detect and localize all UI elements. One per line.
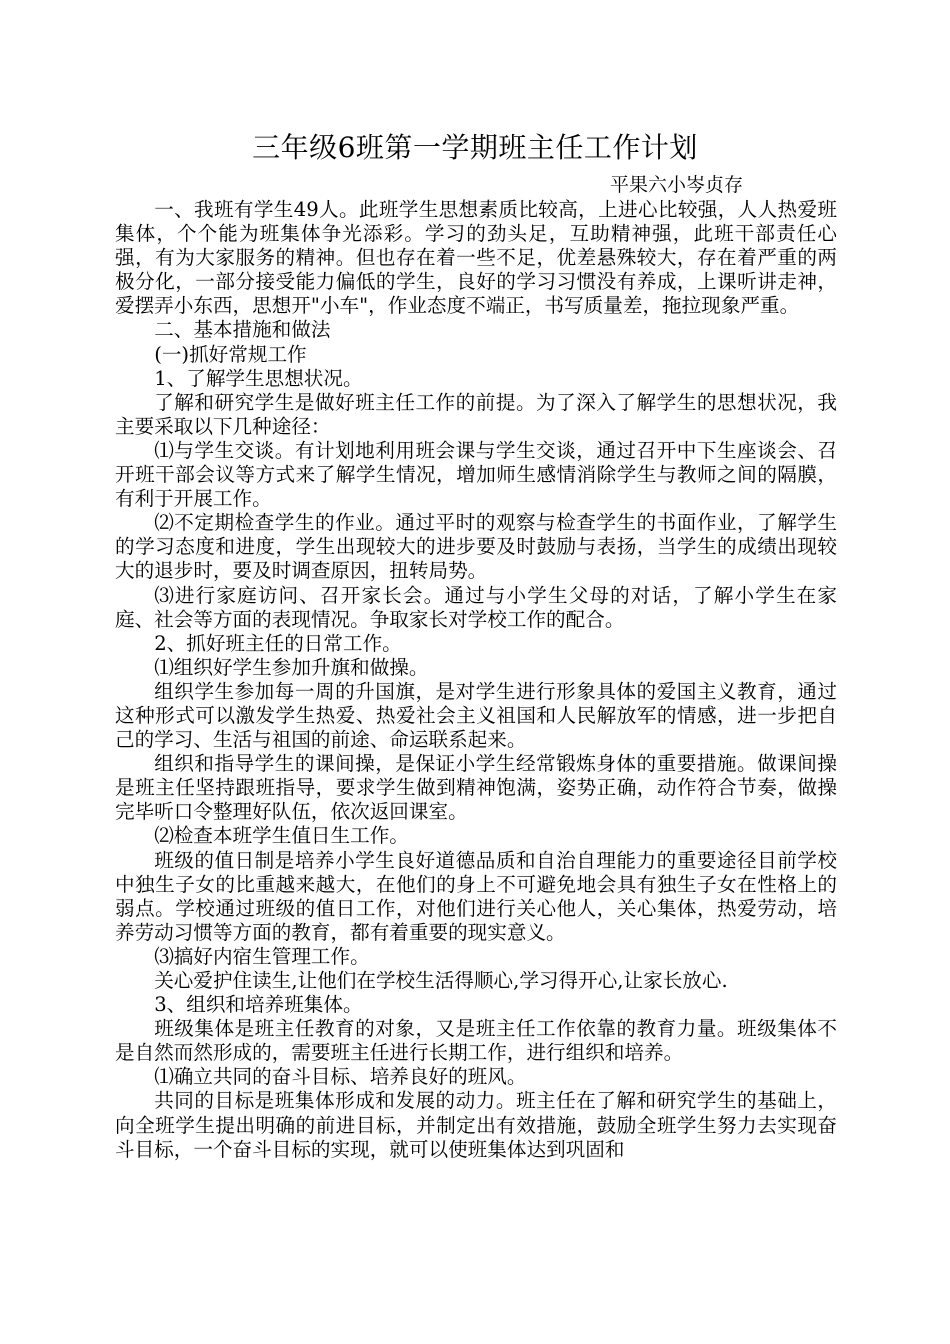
paragraph: ⑵检查本班学生值日生工作。 [154, 824, 409, 848]
paragraph: 关心爱护住读生,让他们在学校生活得顺心,学习得开心,让家长放心. [154, 969, 728, 992]
paragraph: 班级集体是班主任教育的对象，又是班主任工作依靠的教育力量。班级集体不是自然而然形成的，需要班主任进行长期工作，进行组织和培养。 [115, 1017, 837, 1065]
paragraph: ⑶搞好内宿生管理工作。 [154, 944, 370, 968]
paragraph: 组织和指导学生的课间操，是保证小学生经常锻炼身体的重要措施。做课间操是班主任坚持跟班指导，要求学生做到精神饱满，姿势正确，动作符合节奏，做操完毕听口令整理好队伍，依次返回课室。 [115, 752, 837, 824]
paragraph: 组织学生参加每一周的升国旗，是对学生进行形象具体的爱国主义教育，通过这种形式可以激发学生热爱、热爱社会主义祖国和人民解放军的情感，进一步把自己的学习、生活与祖国的前途、命运联系起来。 [115, 679, 837, 752]
paragraph: ⑶进行家庭访问、召开家长会。通过与小学生父母的对话，了解小学生在家庭、社会等方面的表现情况。争取家长对学校工作的配合。 [115, 583, 837, 631]
paragraph: ⑴组织好学生参加升旗和做操。 [154, 655, 429, 679]
paragraph: ⑵不定期检查学生的作业。通过平时的观察与检查学生的书面作业，了解学生的学习态度和进度，学生出现较大的进步要及时鼓励与表扬，当学生的成绩出现较大的退步时，要及时调查原因，扭转局势。 [115, 511, 837, 583]
paragraph: 共同的目标是班集体形成和发展的动力。班主任在了解和研究学生的基础上，向全班学生提出明确的前进目标，并制定出有效措施，鼓励全班学生努力去实现奋斗目标，一个奋斗目标的实现，就可以使班集体达到巩固和 [115, 1089, 837, 1161]
paragraph: 二、基本措施和做法 [154, 318, 331, 342]
document-body [115, 198, 837, 1162]
paragraph: 班级的值日制是培养小学生良好道德品质和自治自理能力的重要途径目前学校中独生子女的比重越来越大，在他们的身上不可避免地会具有独生子女在性格上的弱点。学校通过班级的值日工作，对他们进行关心他人，关心集体，热爱劳动，培养劳动习惯等方面的教育，都有着重要的现实意义。 [115, 848, 837, 944]
document-title: 三年级6班第一学期班主任工作计划 [252, 131, 698, 164]
paragraph: (一)抓好常规工作 [154, 342, 307, 366]
paragraph: 2、抓好班主任的日常工作。 [154, 631, 402, 655]
paragraph: 了解和研究学生是做好班主任工作的前提。为了深入了解学生的思想状况，我主要采取以下几种途径： [115, 390, 837, 438]
paragraph: ⑴与学生交谈。有计划地利用班会课与学生交谈，通过召开中下生座谈会、召开班干部会议等方式来了解学生情况，增加师生感情消除学生与教师之间的隔膜，有利于开展工作。 [115, 438, 837, 511]
paragraph: 一、我班有学生49人。此班学生思想素质比较高，上进心比较强，人人热爱班集体，个个能为班集体争光添彩。学习的劲头足，互助精神强，此班干部责任心强，有为大家服务的精神。但也存在着一些不足，优差悬殊较大，存在着严重的两极分化，一部分接受能力偏低的学生，良好的学习习惯没有养成，上课听讲走神，爱摆弄小东西，思想开"小车"，作业态度不端正，书写质量差，拖拉现象严重。 [115, 198, 837, 318]
paragraph: 3、组织和培养班集体。 [154, 993, 363, 1017]
paragraph: ⑴确立共同的奋斗目标、培养良好的班风。 [154, 1065, 527, 1089]
document-author: 平果六小岑贞存 [610, 174, 744, 196]
paragraph: 1、了解学生思想状况。 [154, 366, 363, 390]
